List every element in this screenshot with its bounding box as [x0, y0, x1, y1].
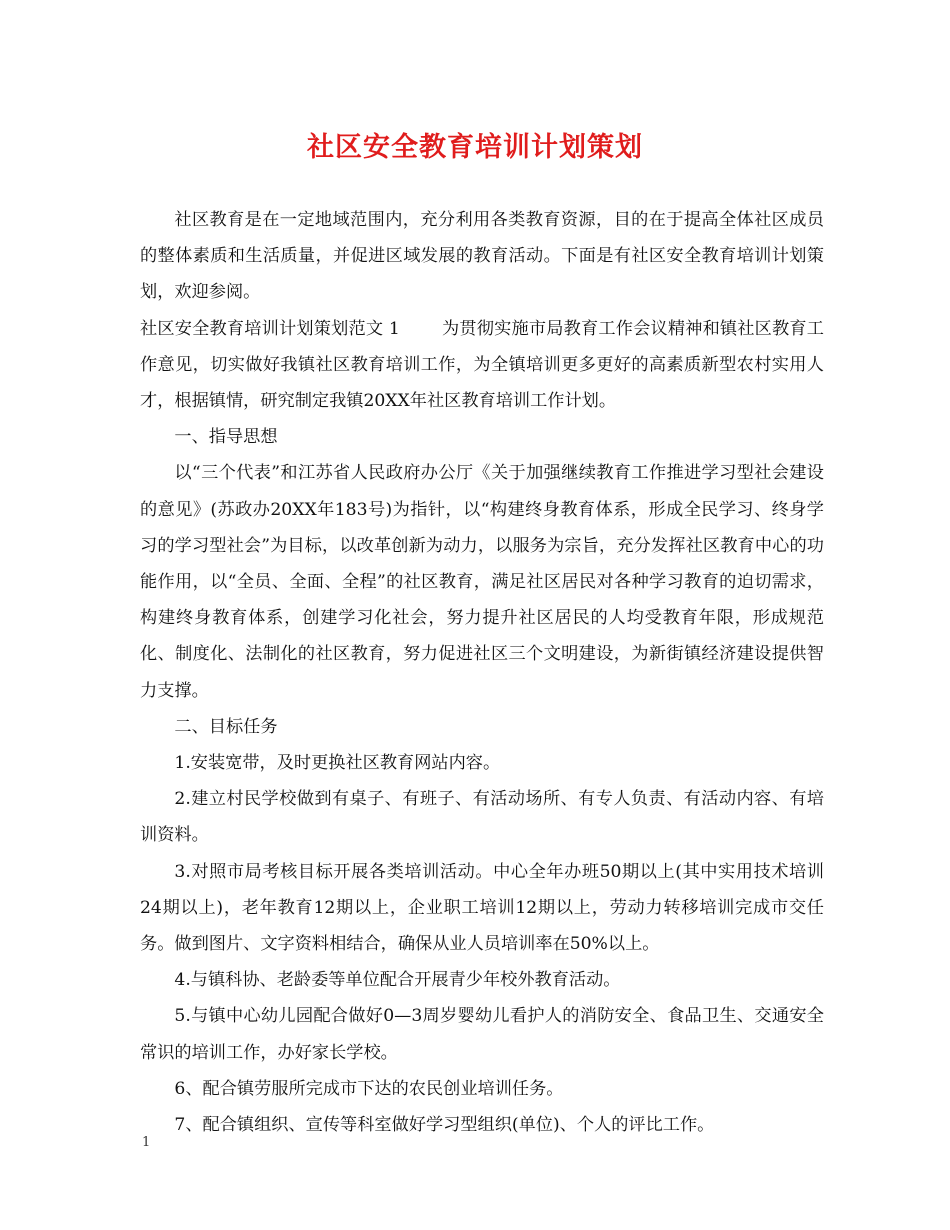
list-item: 7、配合镇组织、宣传等科室做好学习型组织(单位)、个人的评比工作。: [174, 1115, 715, 1136]
list-item: 3.对照市局考核目标开展各类培训活动。中心全年办班50期以上(其中实用技术培训24期以上)，老年教育12期以上，企业职工培训12期以上，劳动力转移培训完成市交任务。做到图片、文字资料相结合，确保从业人员培训率在50%以上。: [140, 861, 824, 955]
list-item: 2.建立村民学校做到有桌子、有班子、有活动场所、有专人负责、有活动内容、有培训资料。: [140, 789, 824, 846]
document-body: [140, 202, 824, 1143]
section-heading-guiding-ideology: 一、指导思想: [174, 427, 278, 448]
list-item: 5.与镇中心幼儿园配合做好0—3周岁婴幼儿看护人的消防安全、食品卫生、交通安全常识的培训工作，办好家长学校。: [140, 1006, 824, 1063]
guiding-ideology-paragraph: 以“三个代表”和江苏省人民政府办公厅《关于加强继续教育工作推进学习型社会建设的意见》(苏政办20XX年183号)为指针，以“构建终身教育体系，形成全民学习、终身学习的学习型社会”为目标，以改革创新为动力，以服务为宗旨，充分发挥社区教育中心的功能作用，以“全员、全面、全程”的社区教育，满足社区居民对各种学习教育的迫切需求，构建终身教育体系，创建学习化社会，努力提升社区居民的人均受教育年限，形成规范化、制度化、法制化的社区教育，努力促进社区三个文明建设，为新街镇经济建设提供智力支撑。: [140, 463, 824, 701]
sample-heading: 社区安全教育培训计划策划范文 1: [140, 318, 400, 339]
list-item: 6、配合镇劳服所完成市下达的农民创业培训任务。: [174, 1078, 564, 1099]
section-heading-goals-tasks: 二、目标任务: [174, 716, 278, 737]
list-item: 1.安装宽带，及时更换社区教育网站内容。: [174, 753, 501, 774]
sample-text: 为贯彻实施市局教育工作会议精神和镇社区教育工作意见，切实做好我镇社区教育培训工作，为全镇培训更多更好的高素质新型农村实用人才，根据镇情，研究制定我镇20XX年社区教育培训工作计划。: [140, 318, 824, 412]
document-title: 社区安全教育培训计划策划: [307, 132, 643, 163]
intro-paragraph: 社区教育是在一定地域范围内，充分利用各类教育资源，目的在于提高全体社区成员的整体素质和生活质量，并促进区域发展的教育活动。下面是有社区安全教育培训计划策划，欢迎参阅。: [140, 210, 824, 303]
page-number: 1: [142, 1135, 151, 1150]
list-item: 4.与镇科协、老龄委等单位配合开展青少年校外教育活动。: [174, 970, 621, 991]
sample-paragraph: [140, 311, 824, 420]
